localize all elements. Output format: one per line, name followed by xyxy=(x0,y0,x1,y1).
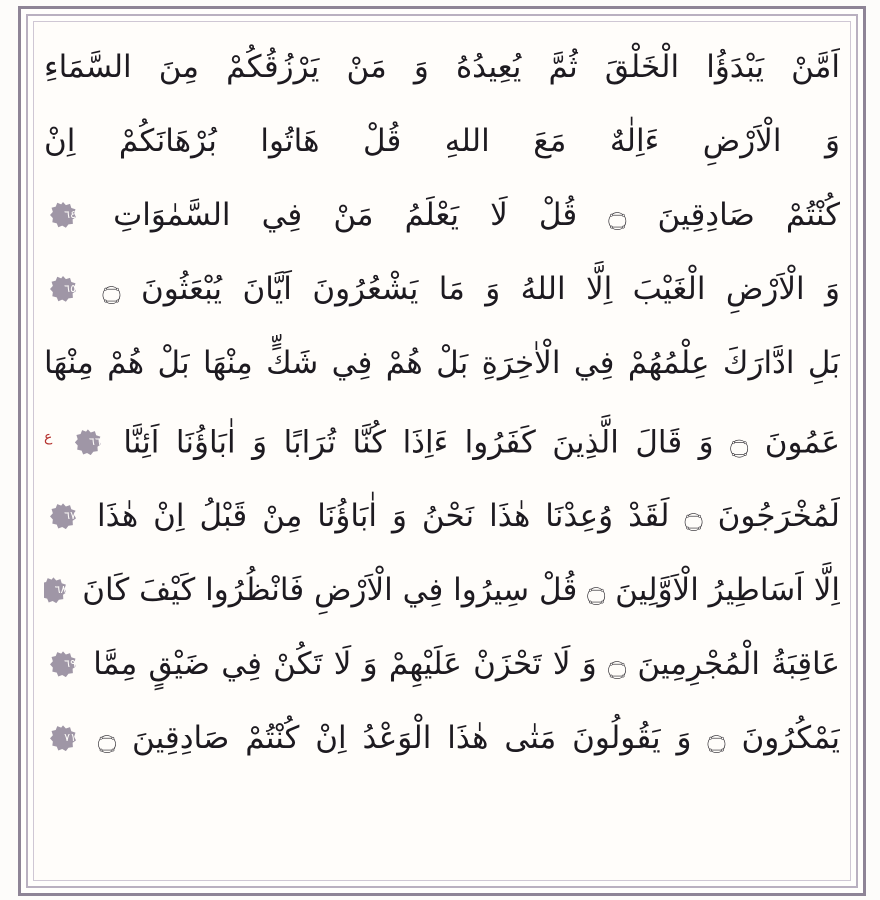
line-text: عَمُونَ ۝ وَ قَالَ الَّذِينَ كَفَرُوا ءَاِذَا كُنَّا تُرَابًا وَ اٰبَاؤُنَا اَئِنَّا xyxy=(123,424,840,461)
line-text: اَمَّنْ يَبْدَؤُا الْخَلْقَ ثُمَّ يُعِيدُهُ وَ مَنْ يَرْزُقُكُمْ مِنَ السَّمَاءِ xyxy=(44,49,840,85)
verse-number-medallion xyxy=(44,577,66,603)
verse-number: ٦٧ xyxy=(64,509,76,523)
quran-line xyxy=(44,252,840,326)
verse-number: ٦٥ xyxy=(64,282,76,295)
quran-line xyxy=(44,479,840,553)
quran-line xyxy=(44,627,840,701)
line-text: وَ الْاَرْضِ الْغَيْبَ اِلَّا اللهُ وَ مَا يَشْعُرُونَ اَيَّانَ يُبْعَثُونَ ۝ xyxy=(102,271,840,307)
verse-number: ٦٤ xyxy=(64,208,76,221)
verse-number: ٦٩ xyxy=(64,657,76,671)
line-text: كُنْتُمْ صَادِقِينَ ۝ قُلْ لَا يَعْلَمُ مَنْ فِي السَّمٰوَاتِ xyxy=(113,197,840,233)
verse-number-medallion xyxy=(50,725,76,751)
quran-text-body xyxy=(44,30,840,876)
page-border-outer xyxy=(18,6,866,896)
quran-line xyxy=(44,400,840,479)
line-text: لَمُخْرَجُونَ ۝ لَقَدْ وُعِدْنَا هٰذَا نَحْنُ وَ اٰبَاؤُنَا مِنْ قَبْلُ اِنْ هٰذَا xyxy=(96,498,840,535)
verse-number-medallion xyxy=(50,202,76,228)
verse-number: ٦٦ xyxy=(89,435,101,449)
page-border-middle xyxy=(26,14,858,888)
line-text: وَ الْاَرْضِ ءَاِلٰهٌ مَعَ اللهِ قُلْ هَاتُوا بُرْهَانَكُمْ اِنْ xyxy=(44,123,840,159)
verse-number-medallion xyxy=(50,651,76,677)
quran-line xyxy=(44,30,840,104)
quran-line xyxy=(44,104,840,178)
quran-line xyxy=(44,326,840,400)
verse-number: ٦٨ xyxy=(54,583,67,597)
line-text: بَلِ ادَّارَكَ عِلْمُهُمْ فِي الْاٰخِرَةِ بَلْ هُمْ فِي شَكٍّ مِنْهَا بَلْ هُمْ مِنْهَا xyxy=(44,345,840,381)
quran-line xyxy=(44,178,840,252)
line-text: عَاقِبَةُ الْمُجْرِمِينَ ۝ وَ لَا تَحْزَنْ عَلَيْهِمْ وَ لَا تَكُنْ فِي ضَيْقٍ مِمَّا xyxy=(93,646,840,683)
quran-line xyxy=(44,553,840,627)
verse-number-medallion xyxy=(50,503,76,529)
verse-number: ٧١ xyxy=(64,731,76,745)
quran-line xyxy=(44,701,840,775)
page-border-inner xyxy=(33,21,851,881)
verse-number-medallion xyxy=(50,276,76,302)
line-text: يَمْكُرُونَ ۝ وَ يَقُولُونَ مَتٰى هٰذَا الْوَعْدُ اِنْ كُنْتُمْ صَادِقِينَ ۝ xyxy=(97,720,840,757)
ruku-mark: ع xyxy=(44,429,53,445)
line-text: اِلَّا اَسَاطِيرُ الْاَوَّلِينَ ۝ قُلْ سِيرُوا فِي الْاَرْضِ فَانْظُرُوا كَيْفَ كَانَ xyxy=(82,572,840,609)
verse-number-medallion xyxy=(75,429,101,455)
